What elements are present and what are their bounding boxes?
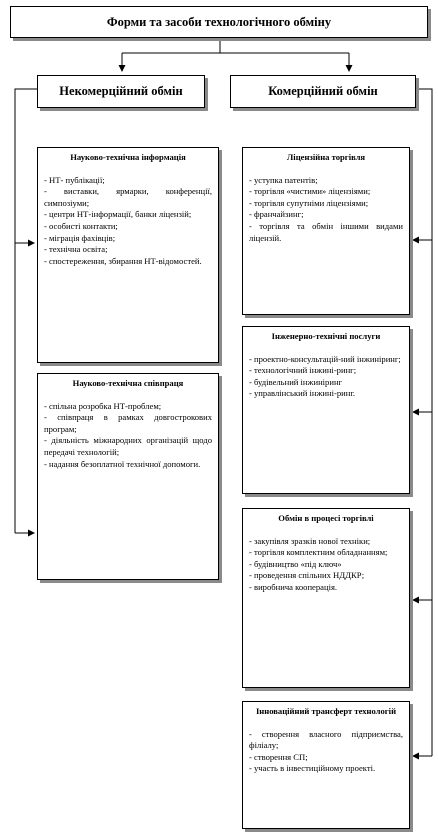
list-item: - участь в інвестиційному проекті. — [249, 763, 376, 774]
list-item: - міграція фахівців; — [44, 232, 116, 243]
root-title-box — [10, 6, 428, 38]
noncommercial-exchange-box — [37, 75, 205, 108]
box-heading: Науково-технічна інформація — [70, 152, 186, 162]
list-item: - особисті контакти; — [44, 220, 118, 231]
list-item: - торгівля та обмін іншими видами ліцензій. — [249, 220, 403, 243]
list-item: - центри НТ-інформації, банки ліцензій; — [44, 209, 192, 220]
list-item: - уступка патентів; — [249, 174, 318, 185]
commercial-exchange-box — [230, 75, 416, 108]
list-item: - спостереження, збирання НТ-відомостей. — [44, 255, 202, 266]
list-item: - технологічний інжині-ринг; — [249, 365, 357, 376]
list-item: - управлінський інжині-ринг. — [249, 388, 356, 399]
box-heading: Ліцензійна торгівля — [286, 152, 366, 162]
list-item: - спільна розробка НТ-проблем; — [44, 400, 162, 411]
box-heading: Інноваційний трансферт технологій — [255, 706, 397, 716]
list-item: - створення власного підприємства, філіалу; — [249, 728, 403, 751]
list-item: - торгівля «чистими» ліцензіями; — [249, 186, 371, 197]
nt-information-box — [37, 147, 219, 363]
box-heading: Інженерно-технічні послуги — [271, 331, 381, 341]
list-item: - проведення спільних НДДКР; — [249, 570, 365, 581]
list-item: - закупівля зразків нової техніки; — [249, 535, 371, 546]
list-item: - виробнича кооперація. — [249, 581, 338, 592]
list-item: - торгівля комплектним обладнанням; — [249, 547, 388, 558]
list-item: - торгівля супутніми ліцензіями; — [249, 197, 369, 208]
list-item: - будівництво «під ключ» — [249, 558, 342, 569]
list-item: - будівельний інжиніринг — [249, 376, 343, 387]
innovation-transfer-box — [242, 701, 410, 829]
list-item: - проектно-консультацій-ний інжиніринг; — [249, 353, 401, 364]
list-item: - діяльність міжнародних організацій щодо передачі технологій; — [44, 435, 212, 457]
engineering-services-box — [242, 326, 410, 494]
list-item: - НТ- публікації; — [44, 174, 105, 185]
nt-cooperation-box — [37, 373, 219, 580]
box-heading: Обмін в процесі торгівлі — [278, 513, 374, 523]
commercial-bracket-line — [416, 89, 432, 756]
list-item: - виставки, ярмарки, конференції, симпозіуми; — [44, 186, 212, 208]
list-item: - створення СП; — [249, 751, 308, 762]
trade-exchange-box — [242, 508, 410, 688]
commercial-exchange-title: Комерційний обмін — [268, 84, 378, 98]
list-item: - франчайзинг; — [249, 209, 304, 220]
box-heading: Науково-технічна співпраця — [72, 378, 184, 388]
list-item: - співпраця в рамках довгострокових програм; — [44, 412, 212, 434]
noncommercial-exchange-title: Некомерційний обмін — [59, 84, 183, 98]
noncommercial-bracket-line — [15, 89, 37, 533]
licensing-box — [242, 147, 410, 315]
list-item: - технічна освіта; — [44, 244, 108, 255]
root-title: Форми та засоби технологічного обміну — [106, 14, 332, 29]
list-item: - надання безоплатної технічної допомоги. — [44, 458, 201, 469]
